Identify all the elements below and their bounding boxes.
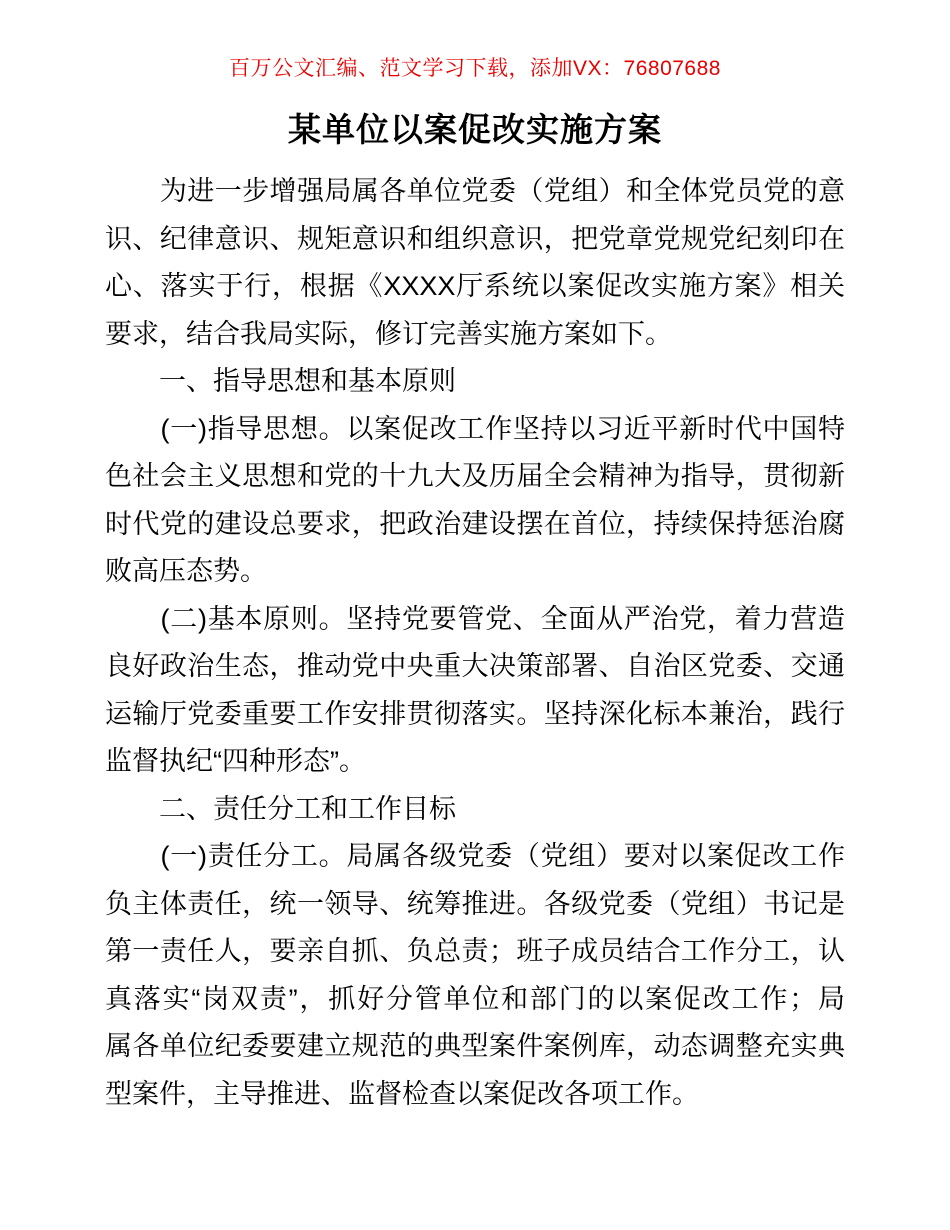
document-body bbox=[105, 168, 845, 1118]
text-line: (二)基本原则。坚持党要管党、全面从严治党，着力营造 bbox=[105, 603, 845, 634]
text-line: 败高压态势。 bbox=[105, 556, 267, 586]
text-line: 时代党的建设总要求，把政治建设摆在首位，持续保持惩治腐 bbox=[105, 508, 845, 539]
body-paragraph bbox=[105, 406, 845, 596]
text-line: 为进一步增强局属各单位党委（党组）和全体党员党的意 bbox=[105, 176, 845, 206]
text-line: 良好政治生态，推动党中央重大决策部署、自治区党委、交通 bbox=[105, 651, 845, 681]
text-line: 第一责任人，要亲自抓、负总责；班子成员结合工作分工，认 bbox=[105, 936, 845, 966]
section-heading bbox=[105, 786, 845, 834]
promo-header-notice: 百万公文汇编、范文学习下载，添加VX：76807688 bbox=[229, 57, 721, 80]
text-line: 属各单位纪委要建立规范的典型案件案例库，动态调整充实典 bbox=[105, 1031, 845, 1061]
text-line: 识、纪律意识、规矩意识和组织意识，把党章党规党纪刻印在 bbox=[105, 223, 845, 254]
body-paragraph bbox=[105, 168, 845, 358]
text-line: 一、指导思想和基本原则 bbox=[105, 366, 456, 396]
text-line: 色社会主义思想和党的十九大及历届全会精神为指导，贯彻新 bbox=[105, 461, 845, 491]
section-heading bbox=[105, 358, 845, 406]
body-paragraph bbox=[105, 833, 845, 1118]
text-line: 运输厅党委重要工作安排贯彻落实。坚持深化标本兼治，践行 bbox=[105, 698, 845, 729]
text-line: 二、责任分工和工作目标 bbox=[105, 793, 456, 824]
text-line: 心、落实于行，根据《XXXX厅系统以案促改实施方案》相关 bbox=[105, 271, 845, 301]
body-paragraph bbox=[105, 596, 845, 786]
text-line: 型案件，主导推进、监督检查以案促改各项工作。 bbox=[105, 1078, 699, 1109]
text-line: (一)责任分工。局属各级党委（党组）要对以案促改工作 bbox=[105, 841, 845, 871]
text-line: 监督执纪“四种形态”。 bbox=[105, 746, 366, 776]
text-line: 负主体责任，统一领导、统筹推进。各级党委（党组）书记是 bbox=[105, 888, 845, 919]
text-line: (一)指导思想。以案促改工作坚持以习近平新时代中国特 bbox=[105, 413, 845, 444]
page-title: 某单位以案促改实施方案 bbox=[288, 111, 662, 148]
text-line: 要求，结合我局实际，修订完善实施方案如下。 bbox=[105, 318, 672, 349]
text-line: 真落实“岗双责”，抓好分管单位和部门的以案促改工作；局 bbox=[105, 983, 845, 1014]
